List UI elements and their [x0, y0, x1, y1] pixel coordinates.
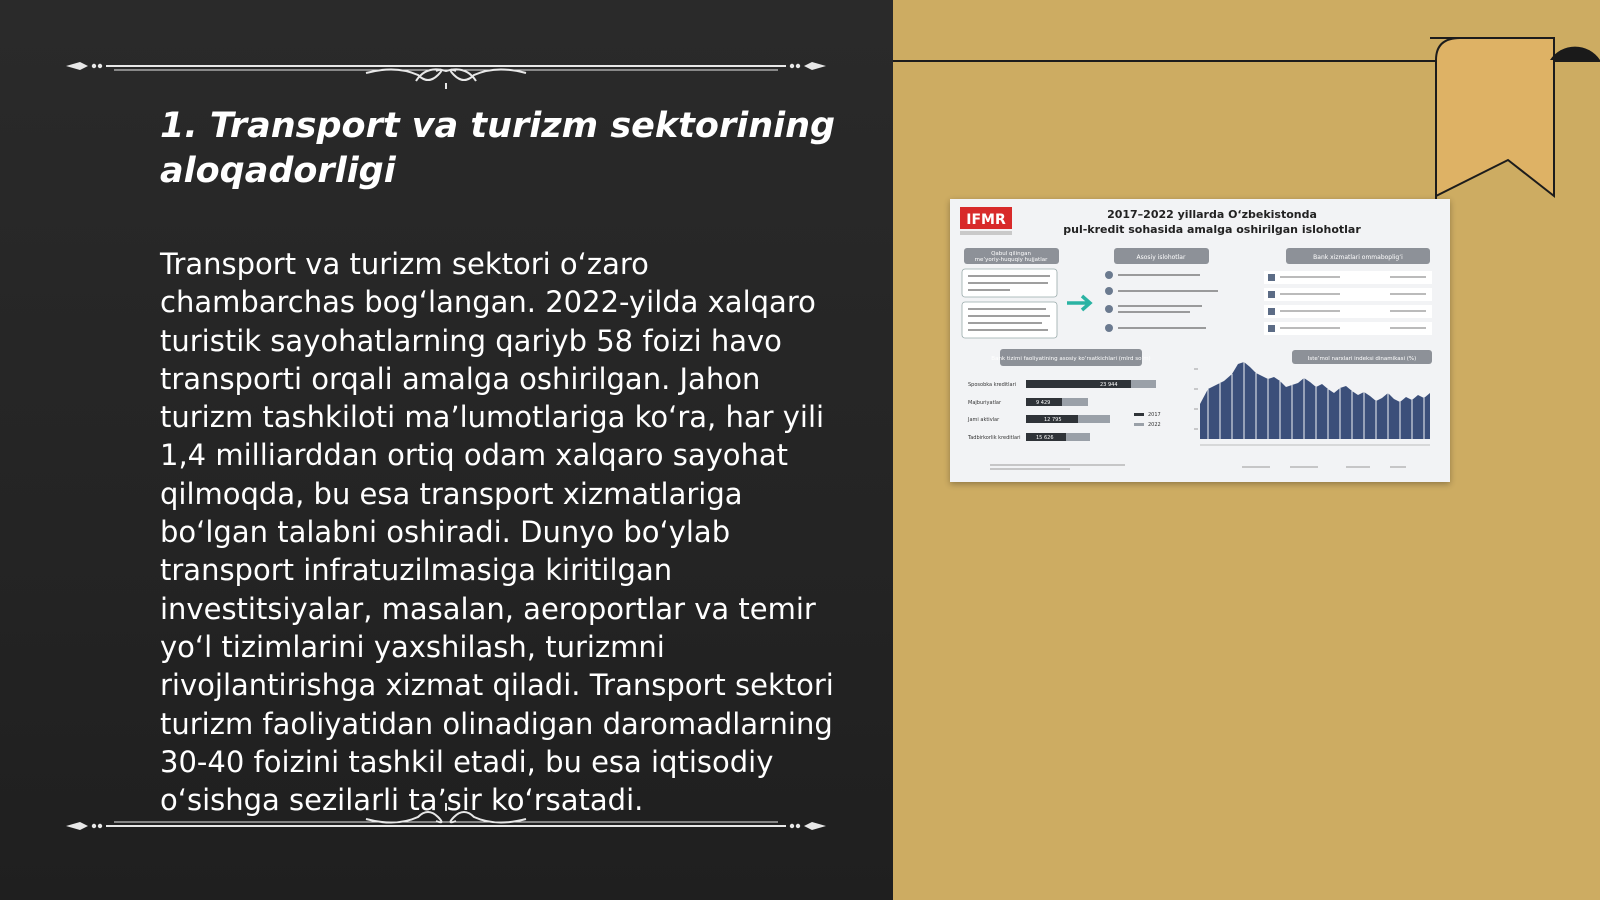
infographic-image	[950, 199, 1450, 482]
slide-body: Transport va turizm sektori o‘zaro chambarchas bog‘langan. 2022-yilda xalqaro turistik sayohatlarning qariyb 58 foizi havo transporti orqali amalga oshirilgan. Jahon turizm tashkiloti ma’lumotlariga ko‘ra, har yili 1,4 milliarddan ortiq odam xalqaro sayohat qilmoqda, bu esa transport xizmatlariga bo‘lgan talabni oshiradi. Dunyo bo‘ylab transport infratuzilmasiga kiritilgan investitsiyalar, masalan, aeroportlar va temir yo‘l tizimlarini yaxshilash, turizmni rivojlantirishga xizmat qiladi. Transport sektori turizm faoliyatidan olinadigan daromadlarning 30-40 foizini tashkil etadi, bu esa iqtisodiy o‘sishga sezilarli ta’sir ko‘rsatadi.	[160, 247, 834, 818]
bar-label-2: Majburiyatlar	[968, 400, 1002, 406]
section4-header: Bank tizimi faoliyatining asosiy ko‘rsatkichlari (mlrd so‘m)	[991, 356, 1151, 362]
logo-text: IFMR	[966, 212, 1006, 228]
legend-year-2: 2022	[1148, 422, 1161, 428]
bar-value-4: 15 626	[1036, 435, 1054, 441]
bookmark-ribbon	[1430, 30, 1600, 200]
infographic-title-line2: pul-kredit sohasida amalga oshirilgan islohotlar	[1063, 223, 1361, 236]
bar-label-1: Sposobka kreditlari	[968, 382, 1017, 388]
section1-header2: me’yoriy-huquqiy hujjatlar	[974, 257, 1048, 263]
section3-header: Bank xizmatlari ommaboplig‘i	[1313, 254, 1403, 261]
ornament-top	[66, 45, 826, 89]
bar-label-4: Tadbirkorlik kreditlari	[968, 435, 1021, 441]
slide-title: 1. Transport va turizm sektorining aloqadorligi	[160, 106, 836, 191]
infographic-title-line1: 2017–2022 yillarda O‘zbekistonda	[1107, 208, 1317, 221]
bar-value-2: 9 429	[1036, 400, 1051, 406]
legend-year-1: 2017	[1148, 412, 1161, 418]
bar-value-3: 12 795	[1044, 417, 1062, 423]
cpi-area	[1200, 362, 1430, 439]
section5-header: Iste’mol narxlari indeksi dinamikasi (%)	[1307, 356, 1417, 362]
bar-label-3: Jami aktivlar	[968, 417, 1000, 423]
section1-header: Qabul qilingan	[991, 251, 1031, 257]
ornament-bottom	[66, 803, 826, 847]
section2-header: Asosiy islohotlar	[1136, 254, 1186, 261]
bar-value-1: 23 944	[1100, 382, 1118, 388]
